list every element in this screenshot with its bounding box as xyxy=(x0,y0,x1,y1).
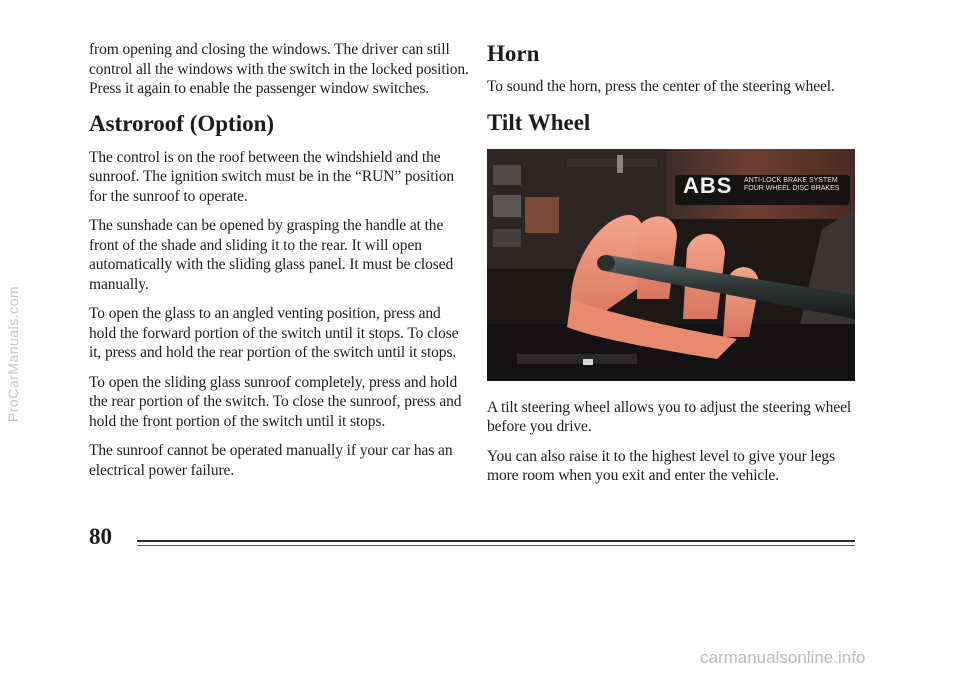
side-watermark-text: ProCarManuals.com xyxy=(5,285,21,423)
tilt-paragraph-1: A tilt steering wheel allows you to adjust the steering wheel before you drive. xyxy=(487,398,852,435)
tilt-wheel-heading: Tilt Wheel xyxy=(487,109,591,135)
sliding-paragraph: To open the sliding glass sunroof completely, press and hold the rear portion of the switch. To close the sunroof, press and hold the front portion of the switch until it stops. xyxy=(89,373,462,430)
intro-paragraph: from opening and closing the windows. The driver can still control all the windows with the switch in the locked position. Press it again to enable the passenger window switches. xyxy=(89,41,469,97)
tilt-wheel-photo xyxy=(487,149,855,381)
page-footer xyxy=(89,522,855,552)
page-number: 80 xyxy=(89,524,112,549)
horn-paragraph: To sound the horn, press the center of the steering wheel. xyxy=(487,78,835,95)
abs-indicator-description: ANTI-LOCK BRAKE SYSTEM FOUR WHEEL DISC BRAKES xyxy=(744,176,840,192)
bottom-watermark: carmanualsonline.info xyxy=(700,648,866,667)
footer-rule-thin xyxy=(137,545,855,546)
astroroof-heading: Astroroof (Option) xyxy=(89,110,275,136)
tilt-wheel-text xyxy=(487,398,867,486)
abs-indicator-label: ABS xyxy=(683,172,733,198)
control-paragraph: The control is on the roof between the windshield and the sunroof. The ignition switch must be in the “RUN” position for the sunroof to operate. xyxy=(89,148,455,205)
sunshade-paragraph: The sunshade can be opened by grasping the handle at the front of the shade and sliding it to the rear. It will open automatically with the sliding glass panel. It must be closed manually. xyxy=(89,217,454,293)
right-column xyxy=(487,40,867,496)
manual-operation-paragraph: The sunroof cannot be operated manually if your car has an electrical power failure. xyxy=(89,442,453,479)
horn-heading: Horn xyxy=(487,41,540,66)
side-watermark xyxy=(4,210,22,500)
venting-paragraph: To open the glass to an angled venting position, press and hold the forward portion of the switch until it stops. To close it, press and hold the rear portion of the switch until it stops. xyxy=(89,305,459,361)
left-column xyxy=(89,40,469,490)
tilt-paragraph-2: You can also raise it to the highest level to give your legs more room when you exit and enter the vehicle. xyxy=(487,447,836,484)
footer-rule-thick xyxy=(137,540,855,542)
